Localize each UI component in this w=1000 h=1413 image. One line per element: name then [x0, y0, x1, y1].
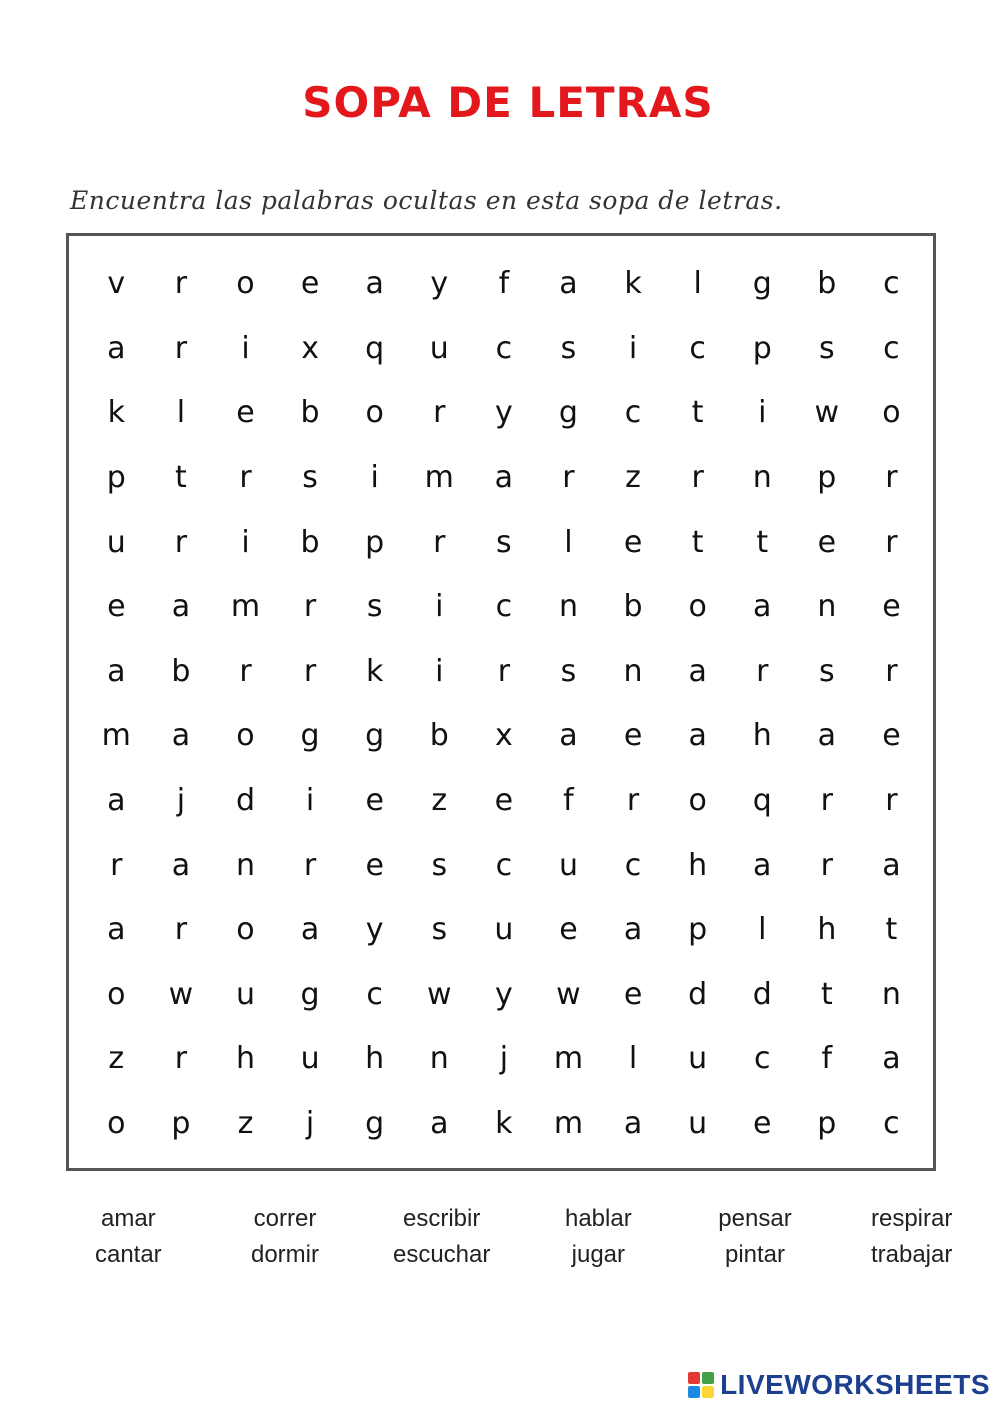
grid-letter[interactable]: r: [174, 1041, 188, 1077]
grid-letter[interactable]: g: [300, 976, 320, 1012]
grid-letter[interactable]: r: [885, 460, 898, 496]
grid-letter[interactable]: u: [106, 524, 126, 560]
grid-letter[interactable]: k: [495, 1106, 513, 1142]
grid-letter[interactable]: u: [558, 847, 578, 883]
grid-letter[interactable]: l: [758, 912, 767, 948]
grid-letter[interactable]: t: [691, 524, 704, 560]
grid-letter[interactable]: a: [882, 1041, 901, 1077]
grid-letter[interactable]: f: [563, 783, 574, 819]
grid-letter[interactable]: c: [495, 330, 513, 366]
grid-letter[interactable]: i: [758, 395, 767, 431]
grid-letter[interactable]: a: [300, 912, 320, 948]
grid-letter[interactable]: s: [431, 847, 448, 883]
grid-letter[interactable]: g: [365, 718, 385, 754]
grid-letter[interactable]: k: [107, 395, 125, 431]
grid-letter[interactable]: a: [494, 460, 514, 496]
grid-letter[interactable]: c: [624, 847, 642, 883]
grid-letter[interactable]: n: [817, 589, 837, 625]
grid-letter[interactable]: m: [230, 589, 261, 625]
grid-letter[interactable]: a: [623, 1106, 643, 1142]
word-list-item: pensar: [718, 1205, 792, 1232]
grid-letter[interactable]: r: [497, 653, 511, 689]
grid-letter[interactable]: x: [301, 330, 319, 366]
grid-letter[interactable]: q: [365, 330, 385, 366]
grid-letter[interactable]: t: [756, 524, 769, 560]
word-list-item: amar: [100, 1205, 156, 1232]
grid-letter[interactable]: a: [430, 1106, 449, 1142]
grid-letter[interactable]: r: [303, 847, 317, 883]
grid-letter[interactable]: a: [623, 912, 643, 948]
grid-letter[interactable]: o: [107, 976, 126, 1012]
grid-letter[interactable]: c: [495, 847, 513, 883]
grid-letter[interactable]: r: [174, 524, 188, 560]
grid-letter[interactable]: r: [239, 653, 252, 689]
grid-letter[interactable]: o: [688, 589, 707, 625]
grid-letter[interactable]: g: [300, 718, 320, 754]
grid-letter[interactable]: a: [171, 847, 191, 883]
grid-letter[interactable]: e: [623, 524, 643, 560]
grid-letter[interactable]: i: [435, 589, 444, 625]
grid-letter[interactable]: d: [688, 976, 708, 1012]
grid-letter[interactable]: l: [564, 524, 573, 560]
grid-letter[interactable]: x: [494, 718, 513, 754]
grid-letter[interactable]: e: [623, 718, 643, 754]
word-list-item: trabajar: [870, 1241, 953, 1268]
grid-letter[interactable]: i: [305, 783, 315, 819]
grid-letter[interactable]: e: [882, 718, 901, 754]
grid-letter[interactable]: r: [433, 395, 446, 431]
grid-letter[interactable]: n: [235, 847, 255, 883]
grid-letter[interactable]: i: [628, 330, 638, 366]
grid-letter[interactable]: c: [883, 266, 900, 302]
grid-letter[interactable]: w: [556, 976, 581, 1012]
grid-letter[interactable]: r: [174, 266, 188, 302]
grid-letter[interactable]: a: [559, 266, 578, 302]
grid-letter[interactable]: r: [110, 847, 123, 883]
grid-letter[interactable]: a: [107, 330, 126, 366]
grid-letter[interactable]: u: [688, 1106, 708, 1142]
grid-letter[interactable]: r: [691, 460, 704, 496]
grid-letter[interactable]: a: [688, 718, 707, 754]
grid-letter[interactable]: o: [882, 395, 901, 431]
grid-letter[interactable]: r: [885, 524, 898, 560]
grid-letter[interactable]: n: [881, 976, 901, 1012]
grid-letter[interactable]: h: [688, 847, 708, 883]
grid-letter[interactable]: c: [883, 1106, 900, 1142]
grid-letter[interactable]: s: [819, 330, 835, 366]
grid-letter[interactable]: w: [168, 976, 194, 1012]
grid-letter[interactable]: k: [624, 266, 642, 302]
grid-letter[interactable]: i: [435, 653, 444, 689]
grid-letter[interactable]: r: [756, 653, 769, 689]
grid-letter[interactable]: r: [239, 460, 252, 496]
liveworksheets-logo-icon: [688, 1372, 714, 1398]
grid-letter[interactable]: c: [883, 330, 900, 366]
grid-letter[interactable]: n: [429, 1041, 449, 1077]
grid-letter[interactable]: m: [553, 1106, 584, 1142]
grid-letter[interactable]: e: [365, 847, 384, 883]
grid-letter[interactable]: y: [494, 395, 513, 431]
grid-letter[interactable]: p: [688, 912, 708, 948]
word-list-item: dormir: [250, 1241, 319, 1268]
grid-letter[interactable]: z: [237, 1106, 254, 1142]
grid-letter[interactable]: d: [235, 783, 255, 819]
grid-letter[interactable]: b: [817, 266, 837, 302]
grid-letter[interactable]: e: [300, 266, 320, 302]
grid-letter[interactable]: t: [175, 460, 187, 496]
grid-letter[interactable]: e: [559, 912, 578, 948]
grid-letter[interactable]: f: [498, 266, 510, 302]
grid-letter[interactable]: w: [814, 395, 840, 431]
grid-letter[interactable]: g: [365, 1106, 385, 1142]
grid-letter[interactable]: h: [235, 1041, 255, 1077]
grid-letter[interactable]: a: [753, 589, 772, 625]
page-title: SOPA DE LETRAS: [302, 78, 714, 127]
grid-letter[interactable]: e: [365, 783, 384, 819]
grid-letter[interactable]: h: [365, 1041, 385, 1077]
grid-letter[interactable]: u: [300, 1041, 320, 1077]
grid-letter[interactable]: r: [303, 589, 317, 625]
word-list-item: correr: [253, 1205, 317, 1232]
grid-letter[interactable]: f: [821, 1041, 833, 1077]
grid-letter[interactable]: j: [305, 1106, 315, 1142]
grid-letter[interactable]: e: [107, 589, 126, 625]
grid-letter[interactable]: y: [365, 912, 384, 948]
grid-letter[interactable]: u: [688, 1041, 708, 1077]
grid-letter[interactable]: m: [101, 718, 131, 754]
grid-letter[interactable]: u: [235, 976, 255, 1012]
grid-letter[interactable]: a: [107, 783, 126, 819]
grid-letter[interactable]: a: [107, 653, 126, 689]
grid-letter[interactable]: l: [693, 266, 702, 302]
grid-letter[interactable]: c: [366, 976, 383, 1012]
word-list-item: hablar: [564, 1205, 632, 1232]
grid-letter[interactable]: p: [106, 460, 126, 496]
grid-letter[interactable]: r: [820, 847, 833, 883]
grid-letter[interactable]: p: [752, 330, 772, 366]
grid-letter[interactable]: s: [560, 653, 577, 689]
grid-letter[interactable]: a: [817, 718, 837, 754]
grid-letter[interactable]: s: [366, 589, 383, 625]
instructions-text: Encuentra las palabras ocultas en esta sopa de letras.: [70, 186, 783, 215]
grid-letter[interactable]: g: [558, 395, 578, 431]
grid-letter[interactable]: a: [107, 912, 126, 948]
grid-letter[interactable]: h: [817, 912, 837, 948]
grid-letter[interactable]: s: [431, 912, 448, 948]
grid-letter[interactable]: o: [236, 266, 255, 302]
grid-letter[interactable]: b: [429, 718, 449, 754]
grid-letter[interactable]: u: [429, 330, 449, 366]
grid-letter[interactable]: b: [171, 653, 191, 689]
grid-letter[interactable]: a: [171, 718, 191, 754]
grid-letter[interactable]: p: [817, 460, 837, 496]
grid-letter[interactable]: t: [691, 395, 704, 431]
word-list-item: escuchar: [392, 1241, 491, 1268]
grid-letter[interactable]: a: [559, 718, 578, 754]
grid-letter[interactable]: o: [107, 1106, 126, 1142]
grid-letter[interactable]: z: [108, 1041, 125, 1077]
grid-letter[interactable]: o: [688, 783, 707, 819]
brand-name: LIVEWORKSHEETS: [720, 1369, 990, 1400]
word-list-item: cantar: [94, 1241, 162, 1268]
grid-letter[interactable]: r: [303, 653, 317, 689]
grid-letter[interactable]: h: [752, 718, 772, 754]
grid-letter[interactable]: s: [819, 653, 835, 689]
grid-letter[interactable]: a: [365, 266, 384, 302]
grid-letter[interactable]: r: [626, 783, 640, 819]
grid-letter[interactable]: b: [623, 589, 643, 625]
word-list-item: respirar: [870, 1205, 953, 1232]
grid-letter[interactable]: j: [499, 1041, 509, 1077]
word-search-grid[interactable]: [84, 252, 924, 1156]
grid-letter[interactable]: u: [494, 912, 514, 948]
grid-letter[interactable]: y: [494, 976, 513, 1012]
grid-letter[interactable]: n: [752, 460, 772, 496]
grid-letter[interactable]: y: [430, 266, 449, 302]
grid-letter[interactable]: r: [885, 783, 898, 819]
grid-letter[interactable]: i: [241, 330, 250, 366]
grid-letter[interactable]: e: [753, 1106, 772, 1142]
grid-letter[interactable]: a: [882, 847, 901, 883]
grid-letter[interactable]: z: [625, 460, 641, 496]
grid-letter[interactable]: a: [688, 653, 707, 689]
grid-letter[interactable]: b: [300, 524, 320, 560]
grid-letter[interactable]: c: [689, 330, 706, 366]
grid-letter[interactable]: r: [433, 524, 446, 560]
grid-letter[interactable]: o: [365, 395, 384, 431]
grid-letter[interactable]: t: [820, 976, 833, 1012]
grid-letter[interactable]: k: [365, 653, 384, 689]
grid-letter[interactable]: o: [236, 718, 255, 754]
grid-letter[interactable]: e: [882, 589, 901, 625]
grid-letter[interactable]: a: [171, 589, 191, 625]
grid-letter[interactable]: s: [560, 330, 577, 366]
grid-letter[interactable]: z: [431, 783, 448, 819]
grid-letter[interactable]: t: [885, 912, 898, 948]
grid-letter[interactable]: r: [174, 912, 188, 948]
word-list-item: jugar: [571, 1241, 626, 1268]
grid-letter[interactable]: m: [424, 460, 454, 496]
word-list-item: pintar: [724, 1241, 786, 1268]
grid-letter[interactable]: i: [370, 460, 379, 496]
grid-letter[interactable]: l: [176, 395, 186, 431]
grid-letter[interactable]: l: [628, 1041, 638, 1077]
grid-letter[interactable]: q: [752, 783, 772, 819]
grid-letter[interactable]: c: [624, 395, 642, 431]
word-list: [50, 1205, 990, 1269]
grid-letter[interactable]: i: [241, 524, 250, 560]
grid-letter[interactable]: s: [302, 460, 318, 496]
grid-letter[interactable]: d: [752, 976, 772, 1012]
grid-letter[interactable]: r: [174, 330, 188, 366]
grid-letter[interactable]: b: [300, 395, 320, 431]
grid-letter[interactable]: p: [171, 1106, 191, 1142]
grid-letter[interactable]: g: [752, 266, 772, 302]
grid-letter[interactable]: e: [817, 524, 837, 560]
grid-letter[interactable]: w: [426, 976, 452, 1012]
grid-letter[interactable]: r: [562, 460, 575, 496]
grid-letter[interactable]: a: [753, 847, 772, 883]
grid-letter[interactable]: m: [553, 1041, 584, 1077]
grid-letter[interactable]: c: [495, 589, 513, 625]
grid-letter[interactable]: r: [885, 653, 898, 689]
grid-letter[interactable]: v: [107, 266, 126, 302]
grid-letter[interactable]: o: [236, 912, 255, 948]
grid-letter[interactable]: e: [236, 395, 255, 431]
liveworksheets-brand: [688, 1369, 990, 1401]
grid-letter[interactable]: n: [623, 653, 643, 689]
word-list-item: escribir: [402, 1205, 481, 1232]
grid-letter[interactable]: e: [623, 976, 643, 1012]
grid-letter[interactable]: p: [817, 1106, 837, 1142]
grid-letter[interactable]: e: [494, 783, 514, 819]
grid-letter[interactable]: s: [496, 524, 512, 560]
grid-letter[interactable]: r: [820, 783, 833, 819]
grid-letter[interactable]: j: [176, 783, 186, 819]
grid-letter[interactable]: n: [558, 589, 578, 625]
grid-letter[interactable]: c: [753, 1041, 771, 1077]
grid-letter[interactable]: p: [365, 524, 385, 560]
